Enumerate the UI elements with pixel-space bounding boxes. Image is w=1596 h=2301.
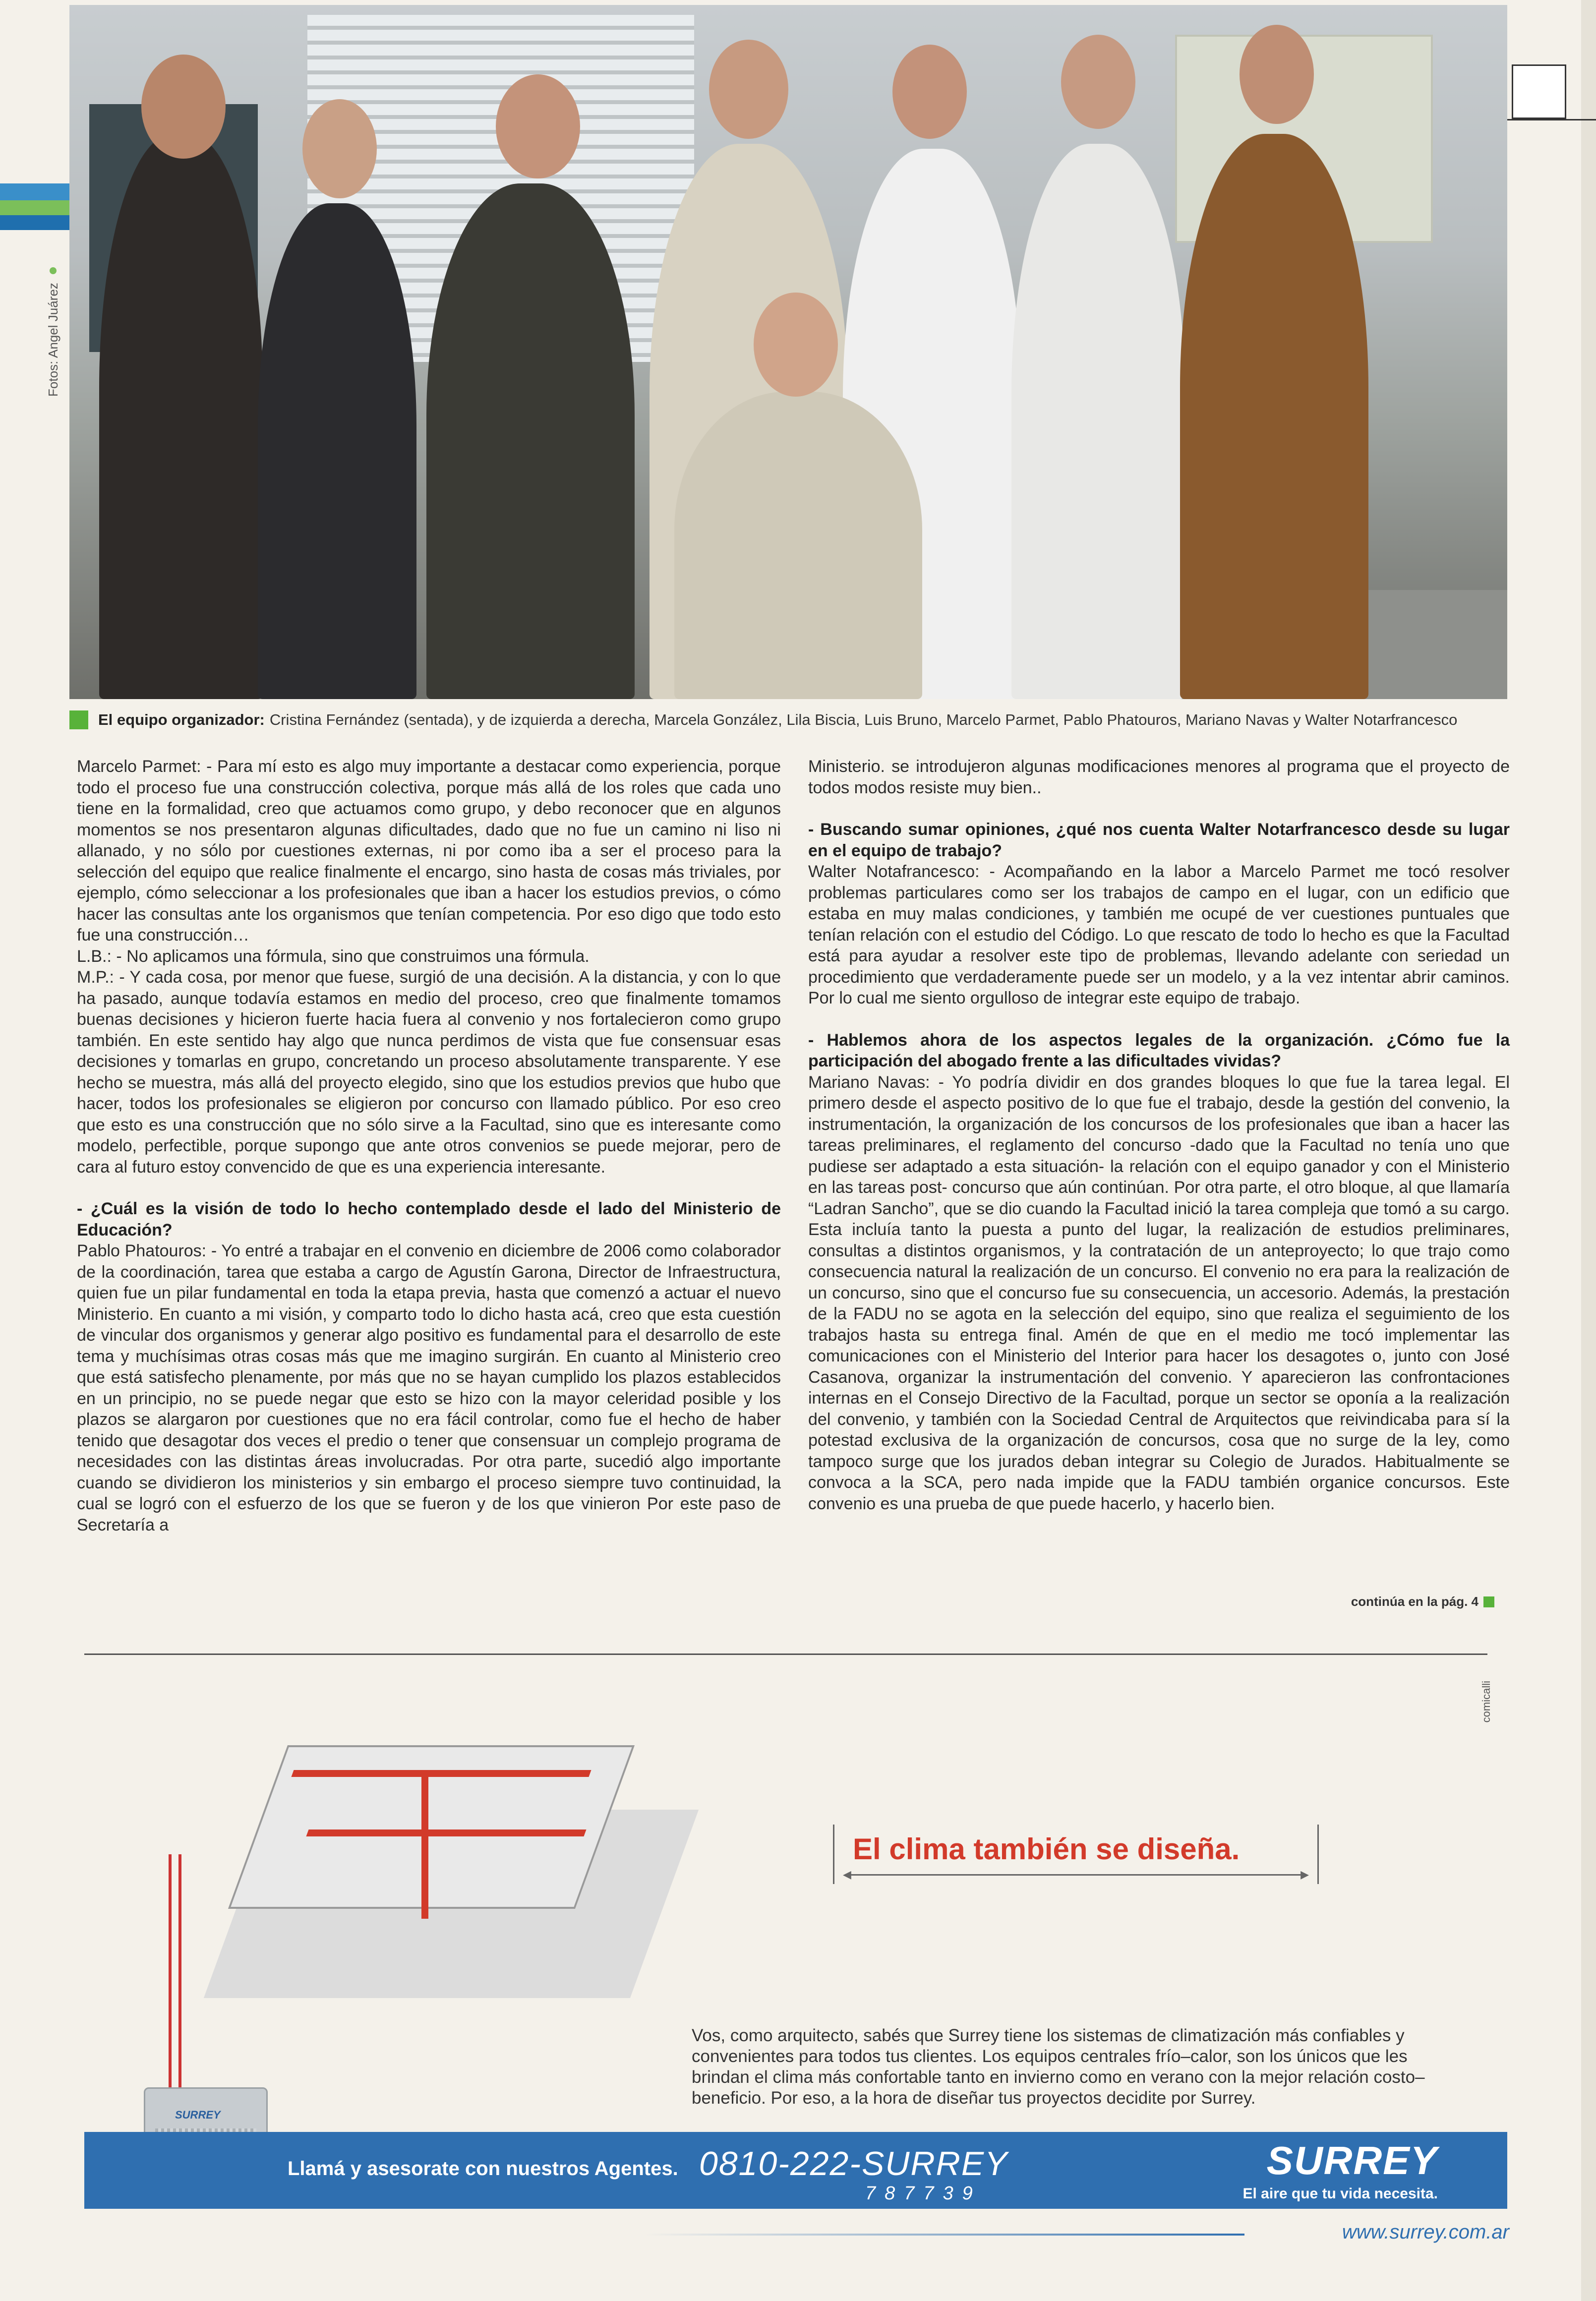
arrow-left-icon: ◀ (843, 1868, 851, 1881)
caption-marker (69, 710, 88, 729)
person-silhouette-seated (674, 392, 922, 699)
agency-credit: comicalli (1480, 1681, 1492, 1723)
ac-unit-logo: SURREY (175, 2109, 221, 2121)
article-column-right (808, 756, 1510, 1514)
duct-line (291, 1770, 591, 1777)
article-column-left (77, 756, 781, 1535)
ad-banner (84, 2132, 1507, 2209)
person-head (496, 74, 580, 178)
paragraph: L.B.: - No aplicamos una fórmula, sino que construimos una fórmula. (77, 946, 590, 966)
ad-phone[interactable]: 0810-222-SURREY (699, 2145, 1008, 2183)
section-divider (84, 1653, 1487, 1655)
caption-label: El equipo organizador: (98, 711, 265, 728)
page-edge (1581, 0, 1596, 2301)
brand-tagline: El aire que tu vida necesita. (1242, 2185, 1438, 2202)
person-head (709, 40, 788, 139)
person-head (1240, 25, 1314, 124)
person-head (1061, 35, 1135, 129)
continued-marker-icon (1483, 1596, 1494, 1607)
interview-question: - Buscando sumar opiniones, ¿qué nos cuenta Walter Notarfrancesco desde su lugar en el equipo de trabajo? (808, 820, 1510, 860)
photo-credit (46, 248, 60, 397)
page-corner-line (1502, 119, 1596, 120)
credit-dot-icon (50, 267, 57, 274)
person-head (892, 45, 967, 139)
photo-credit-text: Fotos: Angel Juárez (46, 283, 60, 397)
person-head (141, 55, 226, 159)
arrow-right-icon: ▶ (1300, 1868, 1309, 1881)
person-silhouette (426, 183, 635, 699)
caption-text: Cristina Fernández (sentada), y de izquierda a derecha, Marcela González, Lila Biscia, Luis Bruno, Marcelo Parmet, Pablo Phatouros, Mariano Navas y Walter Notarfrancesco (269, 711, 1458, 728)
paragraph: Marcelo Parmet: - Para mí esto es algo muy importante a destacar como experiencia, porque todo el proceso fue una construcción colectiva, porque más allá de los roles que cada uno tiene en la formalidad, creo que actuamos como grupo, y debo reconocer que en algunos momentos se nos presentaron algunas dificultades, dado que no fue un camino ni liso ni allanado, y no sólo por cuestiones externas, ni por como iba a ser el proceso para la selección del equipo que realice finalmente el encargo, sino hasta de cosas más triviales, por ejemplo, cómo seleccionar a los profesionales que iban a hacer los estudios previos, o cómo hacer las consultas ante los organismos que tenían competencia. Por eso digo que todo esto fue una construcción… (77, 757, 781, 944)
team-photo (69, 5, 1507, 699)
photo-caption (69, 709, 1507, 731)
section-color-tab (0, 183, 74, 233)
building-illustration (188, 1706, 684, 2013)
interview-question: - ¿Cuál es la visión de todo lo hecho contemplado desde el lado del Ministerio de Educación? (77, 1199, 781, 1239)
person-head (302, 99, 377, 198)
person-head (754, 293, 838, 397)
duct-line (421, 1770, 428, 1919)
paragraph: Walter Notafrancesco: - Acompañando en la labor a Marcelo Parmet me tocó resolver problemas particulares como ser los trabajos de campo en el lugar, con un edificio que estaba en muy malas condiciones, y también me ocupé de ver cuestiones puntuales que tenían relación con el estudio del Código. Lo que rescato de todo lo hecho es que la Facultad está para ayudar a resolver este tipo de problemas, llevando adelante con seriedad un procedimiento que verdaderamente puede ser un modelo, y a la vez intentar abrir caminos. Por lo cual me siento orgulloso de integrar este equipo de trabajo. (808, 862, 1510, 1007)
duct-line (306, 1829, 586, 1836)
ad-slogan: El clima también se diseña. (853, 1832, 1240, 1866)
ad-phone-digits: 787739 (865, 2183, 982, 2204)
ad-cta: Llamá y asesorate con nuestros Agentes. (288, 2158, 678, 2180)
ad-url-link[interactable]: www.surrey.com.ar (1342, 2221, 1509, 2243)
person-silhouette (258, 203, 416, 699)
slogan-arrow-line (848, 1874, 1304, 1876)
person-silhouette (1180, 134, 1368, 699)
ad-body-copy: Vos, como arquitecto, sabés que Surrey tiene los sistemas de climatización más confiables y convenientes para todos tus clientes. Los equipos centrales frío–calor, son los únicos que les brindan el clima más confortable tanto en invierno como en verano con la mejor relación costo–beneficio. Por eso, a la hora de diseñar tus proyectos decidite por Surrey. (692, 2026, 1425, 2108)
paragraph: M.P.: - Y cada cosa, por menor que fuese, surgió de una decisión. A la distancia, y con lo que ha pasado, aunque todavía estamos en medio del proceso, creo que finalmente tomamos buenas decisiones y hicieron fuerte hacia fuera al convenio y nos fortalecieron como grupo también. En este sentido hay algo que nunca perdimos de vista que fue consensuar esas decisiones y tomarlas en grupo, concretando un proceso absolutamente transparente. Y ese hecho se muestra, más allá del proyecto elegido, sino que los estudios previos que hubo que hacer, todos los profesionales se eligieron por concurso con llamado público. Por eso creo que esto es una construcción que no sólo sirve a la Facultad, sino que es interesante como modelo, perfectible, porque supongo que ante otros convenios se puede mejorar, pero de cara al futuro estoy convencido de que es una experiencia interesante. (77, 968, 781, 1177)
paragraph: Ministerio. se introdujeron algunas modificaciones menores al programa que el proyecto de todos modos resiste muy bien.. (808, 757, 1510, 797)
person-silhouette (99, 134, 263, 699)
paragraph: Pablo Phatouros: - Yo entré a trabajar en el convenio en diciembre de 2006 como colaborador de la coordinación, tarea que estaba a cargo de Agustín Garona, Director de Infraestructura, quien fue un pilar fundamental en toda la etapa previa, hasta que comenzó a actuar el nuevo Ministerio. En cuanto a mi visión, y comparto todo lo dicho hasta acá, creo que esta cuestión de vincular dos organismos y generar algo positivo es fundamental para el desarrollo de este tema y muchísimas otras cosas más que me imagino surgirán. En cuanto al Ministerio creo que está satisfecho plenamente, por más que no se hayan cumplido los plazos establecidos en un principio, no se puede negar que esto se hizo con la mayor celeridad posible y los plazos se alargaron por cuestiones que no era fácil controlar, como fue el hecho de haber tenido que desagotar dos veces el predio o tener que consensuar un complejo programa de necesidades con las distintas áreas involucradas. Por otra parte, sucedió algo importante cuando se dividieron los ministerios y sin embargo el proceso siempre tuvo continuidad, la cual se logró con el esfuerzo de los que se fueron y de los que vinieron Por este paso de Secretaría a (77, 1241, 781, 1534)
person-silhouette (1011, 144, 1185, 699)
url-underline (645, 2234, 1244, 2236)
ad-slogan-box (833, 1825, 1319, 1884)
continued-text: continúa en la pág. 4 (1351, 1594, 1478, 1609)
paragraph: Mariano Navas: - Yo podría dividir en dos grandes bloques lo que fue la tarea legal. El primero desde el aspecto positivo de lo que fue el trabajo, desde la gestión del convenio, la instrumentación, la organización de los concursos de los profesionales que iban a hacer las tareas preliminares, el reglamento del concurso -dado que la Facultad no tenía uno que pudiese ser adaptado a esta situación- la relación con el equipo ganador y con el Ministerio en las tareas post- concurso que aún continúan. Por otra parte, el otro bloque, al que llamaría “Ladran Sancho”, que se dio cuando la Facultad inició la tarea compleja que tomó a su cargo. Esta incluía tanto la puesta a punto del lugar, la realización de estudios preliminares, consultas a distintos organismos, y la contratación de un anteproyecto; lo que trajo como consecuencia natural la realización de un concurso. El convenio no era para la realización de un concurso, sino que el concurso fue su consecuencia, un accesorio. Además, la prestación de la FADU no se agota en la selección del equipo, sino que realiza el seguimiento de los trabajos hasta su entrega final. Amén de que en el medio me tocó implementar las comunicaciones con el Ministerio del Interior para hacer los desagotes o, junto con José Casanova, organizar la instrumentación del convenio. Y aparecieron las confrontaciones internas en el Consejo Directivo de la Facultad, porque un sector se oponía a la realización del convenio, y también con la Sociedad Central de Arquitectos que reivindicaba para sí la potestad exclusiva de la organización de concursos, cosa que no surge de la ley, como tampoco surge que los jurados deban integrar su Colegio de Jurados. Habitualmente se convoca a la SCA, pero nada impide que la FADU también organice concursos. Este convenio es una prueba de que puede hacerlo, y hacerlo bien. (808, 1072, 1510, 1513)
continued-link[interactable] (1351, 1594, 1494, 1609)
brand-logo: SURREY (1266, 2138, 1438, 2183)
interview-question: - Hablemos ahora de los aspectos legales de la organización. ¿Cómo fue la participación del abogado frente a las dificultades vividas? (808, 1030, 1510, 1070)
page-corner-box (1512, 64, 1566, 119)
